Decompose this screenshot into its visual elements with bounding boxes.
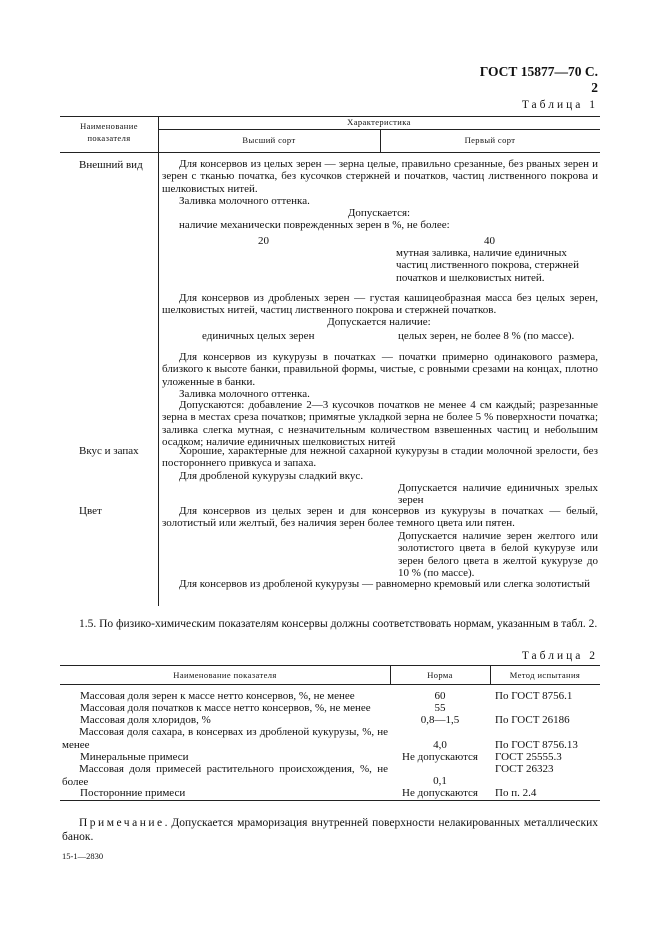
text-damaged-grains: наличие механически поврежденных зерен в %, не более:: [179, 219, 450, 231]
print-code: 15-1—2830: [62, 851, 104, 861]
table1-header-characteristic: Характеристика: [347, 117, 411, 127]
value-first-grade: 40: [484, 235, 495, 247]
table-cell-method: По ГОСТ 26186: [495, 714, 570, 726]
text-allowed-cobs: Допускаются: добавление 2—3 кусочков початков не менее 4 см каждый; разрезанные зерна в местах среза початков; примятые укладкой зерна не более 5 % поверхности початка; заливка слегка мутная, с незначительным количеством взвешенных частиц и небольшим осадком; наличие единичных шелковистых нитей: [162, 399, 598, 448]
table2-note: [62, 816, 598, 844]
table1-header-name: Наименование показателя: [80, 121, 138, 143]
text-whole-grains-limit: целых зерен, не более 8 % (по массе).: [398, 330, 575, 342]
table-cell-method: ГОСТ 25555.3: [495, 751, 562, 763]
table-row: Минеральные примеси: [80, 751, 189, 763]
table2-head-rule: [60, 684, 600, 685]
text-single-grains: единичных целых зерен: [202, 330, 315, 342]
page-header: ГОСТ 15877—70 С. 2: [479, 64, 598, 95]
table-cell-method: По п. 2.4: [495, 787, 537, 799]
text-color-allowed: Допускается наличие зерен желтого или золотистого цвета в белой кукурузе или зерен белого цвета в желтой кукурузе до 10 % (по массе).: [398, 530, 598, 579]
table1-subhead-rule: [158, 129, 600, 130]
table2-header-norm: Норма: [427, 670, 453, 680]
value-top-grade: 20: [258, 235, 269, 247]
row-appearance: Внешний вид: [79, 159, 143, 171]
table-row: Массовая доля примесей растительного происхождения, %, не более: [62, 763, 388, 788]
table-row: Посторонние примеси: [80, 787, 186, 799]
table-cell-norm: Не допускаются: [402, 787, 478, 799]
table-row: Массовая доля зерен к массе нетто консервов, %, не менее: [80, 690, 355, 702]
text-color-crushed: Для консервов из дробленой кукурузы — равномерно кремовый или слегка золотистый: [179, 578, 591, 590]
table-cell-norm: 0,8—1,5: [420, 714, 460, 726]
table-row: Массовая доля сахара, в консервах из дробленой кукурузы, %, не менее: [62, 726, 388, 751]
table1-header-first-grade: Первый сорт: [464, 135, 516, 145]
text-cloudy-filling: мутная заливка, наличие единичных частиц лиственного покрова, стержней початков и шелковистых нитей.: [396, 247, 579, 284]
table1-col-divider: [158, 116, 159, 606]
note-label: Примечание: [79, 817, 165, 829]
table-cell-norm: 55: [434, 702, 446, 714]
row-taste: Вкус и запах: [79, 445, 139, 457]
text-taste-crushed: Для дробленой кукурузы сладкий вкус.: [179, 470, 364, 482]
table-cell-norm: Не допускаются: [402, 751, 478, 763]
table-cell-norm: 60: [434, 690, 446, 702]
table2-header-method: Метод испытания: [509, 670, 581, 680]
table-cell-norm: 4,0: [433, 739, 447, 751]
text-taste: Хорошие, характерные для нежной сахарной кукурузы в стадии молочной зрелости, без постороннего привкуса и запаха.: [162, 445, 598, 470]
table-cell-method: По ГОСТ 8756.1: [495, 690, 573, 702]
note-text: . Допускается мраморизация внутренней поверхности нелакированных металлических банок.: [62, 817, 598, 843]
table2-top-rule: [60, 665, 600, 666]
table-cell-method: ГОСТ 26323: [495, 763, 554, 775]
text-allowed-1: Допускается:: [347, 207, 411, 219]
table1-label: Таблица 1: [521, 99, 598, 111]
text-cobs: Для консервов из кукурузы в початках — початки примерно одинакового размера, близкого к высоте банки, правильной формы, чистые, с ровными срезами на концах, плотно уложенные в банки.: [162, 351, 598, 388]
table-row: Массовая доля хлоридов, %: [80, 714, 211, 726]
table-cell-method: По ГОСТ 8756.13: [495, 739, 578, 751]
text-allowed-2: Допускается наличие:: [327, 316, 431, 328]
table1-header-top-grade: Высший сорт: [242, 135, 296, 145]
text-crushed-grains: Для консервов из дробленых зерен — густая кашицеобразная масса без целых зерен, шелковистых нитей, частиц лиственного покрова и стержней початков.: [162, 292, 598, 317]
table1-head-rule: [60, 152, 600, 153]
text-whole-grains: Для консервов из целых зерен — зерна целые, правильно срезанные, без рваных зерен и зерен с тканью початка, без кусочков стержней и початков, частиц лиственного покрова и шелковистых нитей.: [162, 158, 598, 195]
clause-1-5: 1.5. По физико-химическим показателям консервы должны соответствовать нормам, указанным в табл. 2.: [79, 618, 598, 630]
text-mature-grains: Допускается наличие единичных зрелых зерен: [398, 482, 598, 507]
table-cell-norm: 0,1: [433, 775, 447, 787]
text-color-whole: Для консервов из целых зерен и для консервов из кукурузы в початках — белый, золотистый или желтый, без наличия зерен более темного цвета или пятен.: [162, 505, 598, 530]
text-filling-1: Заливка молочного оттенка.: [179, 195, 310, 207]
table2-bottom-rule: [60, 800, 600, 801]
table-row: Массовая доля початков к массе нетто консервов, %, не менее: [80, 702, 371, 714]
row-color: Цвет: [79, 505, 102, 517]
table2-label: Таблица 2: [521, 650, 598, 662]
text-filling-2: Заливка молочного оттенка.: [179, 388, 310, 400]
table2-header-name: Наименование показателя: [173, 670, 277, 680]
